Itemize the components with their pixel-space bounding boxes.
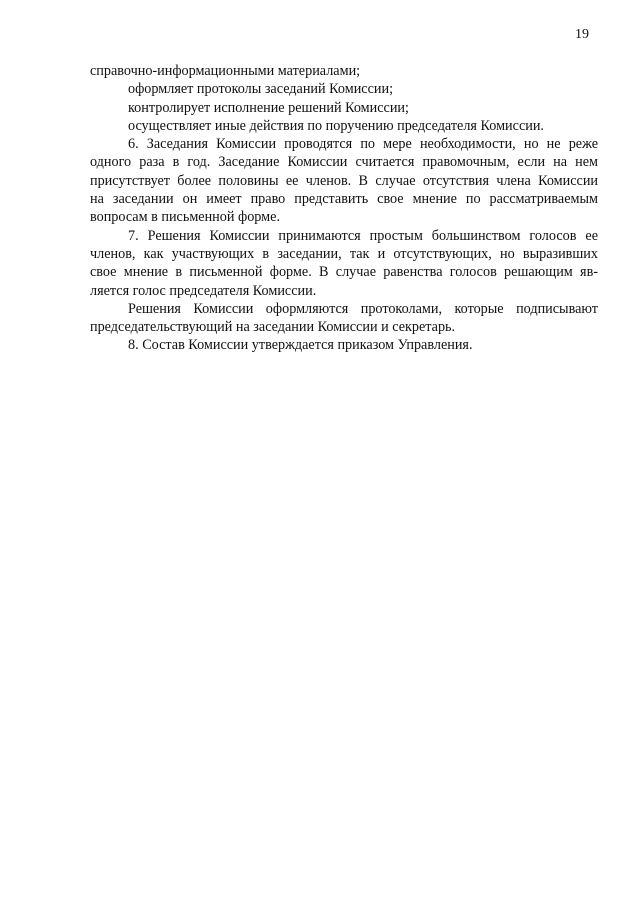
document-body [90, 62, 598, 355]
decisions-paragraph-line-2: председательствующий на заседании Комиссии и секретарь. [90, 319, 456, 336]
paragraph-6-line-1: 6. Заседания Комиссии проводятся по мере необходимости, но не реже [128, 136, 598, 153]
text-line: оформляет протоколы заседаний Комиссии; [128, 81, 394, 98]
page-number: 19 [575, 27, 589, 42]
paragraph-7-line-1: 7. Решения Комиссии принимаются простым большинством голосов ее [128, 227, 598, 244]
text-line: справочно-информационными материалами; [90, 63, 361, 79]
text-line: контролирует исполнение решений Комиссии; [128, 99, 409, 116]
paragraph-6-line-5: вопросам в письменной форме. [90, 209, 281, 226]
paragraph-7-line-2: членов, как участвующих в заседании, так и отсутствующих, но выразивших [90, 245, 598, 262]
decisions-paragraph-line-1: Решения Комиссии оформляются протоколами, которые подписывают [128, 300, 598, 317]
paragraph-7-line-3: свое мнение в письменной форме. В случае равенства голосов решающим яв- [90, 264, 598, 281]
paragraph-7-line-4: ляется голос председателя Комиссии. [90, 282, 317, 299]
paragraph-6-line-4: на заседании он имеет право представить свое мнение по рассматриваемым [90, 191, 598, 208]
paragraph-6-line-2: одного раза в год. Заседание Комиссии считается правомочным, если на нем [90, 154, 598, 171]
paragraph-8-line-1: 8. Состав Комиссии утверждается приказом Управления. [128, 337, 473, 354]
paragraph-6-line-3: присутствует более половины ее членов. В случае отсутствия члена Комиссии [90, 172, 598, 189]
text-line: осуществляет иные действия по поручению председателя Комиссии. [128, 117, 544, 134]
